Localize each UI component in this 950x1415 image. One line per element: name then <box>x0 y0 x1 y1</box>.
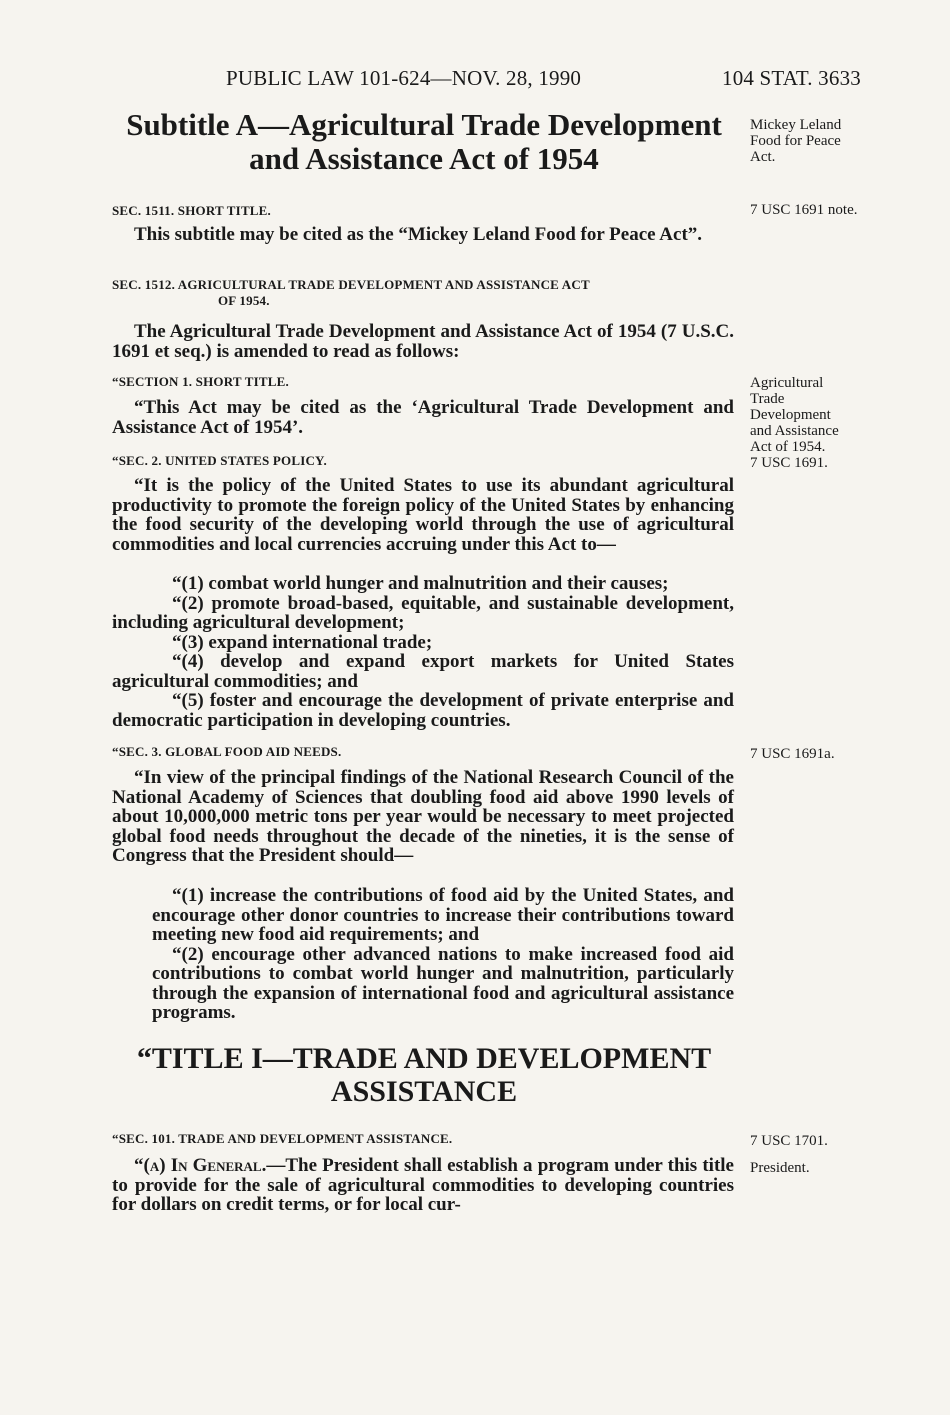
section-3-text: “In view of the principal findings of the National Research Council of the National Academy of Sciences that doubling food aid above 1990 levels of about 10,000,000 metric tons per year would be necessary to meet projected global food needs throughout the decade of the nineties, it is the sense of Congress that the President should— <box>112 767 734 866</box>
section-1-heading: “SECTION 1. SHORT TITLE. <box>112 374 289 389</box>
title-1-heading: “TITLE I—TRADE AND DEVELOPMENT ASSISTANCE <box>136 1042 712 1108</box>
sec-101-lead: “(a) In General. <box>134 1155 267 1176</box>
section-1-text: “This Act may be cited as the ‘Agricultural Trade Development and Assistance Act of 1954’. <box>112 397 734 438</box>
section-2-list <box>112 574 734 730</box>
running-header-stat: 104 STAT. 3633 <box>722 66 861 90</box>
margin-note-usc-1691-note: 7 USC 1691 note. <box>750 202 858 218</box>
list-item: “(5) foster and encourage the development of private enterprise and democratic participation in developing countries. <box>112 690 734 731</box>
section-3-heading: “SEC. 3. GLOBAL FOOD AID NEEDS. <box>112 744 342 759</box>
section-2-heading: “SEC. 2. UNITED STATES POLICY. <box>112 453 327 468</box>
sec-101-body: —The President shall establish a program under this title to provide for the sale of agricultural commodities to developing countries for dollars on credit terms, or for local cur- <box>112 1155 734 1215</box>
margin-note-usc-1701: 7 USC 1701. <box>750 1133 828 1149</box>
list-item: “(4) develop and expand export markets for United States agricultural commodities; and <box>112 651 734 692</box>
running-header-law: PUBLIC LAW 101-624—NOV. 28, 1990 <box>226 66 582 90</box>
list-item: “(2) promote broad-based, equitable, and sustainable development, including agricultural development; <box>112 592 734 633</box>
sec-1511-text: This subtitle may be cited as the “Mickey Leland Food for Peace Act”. <box>134 224 703 245</box>
sec-1512-heading: SEC. 1512. AGRICULTURAL TRADE DEVELOPMENT AND ASSISTANCE ACT OF 1954. <box>112 277 590 308</box>
margin-note-president: President. <box>750 1160 810 1176</box>
sec-101-text <box>112 1156 734 1215</box>
margin-note-usc-1691a: 7 USC 1691a. <box>750 746 835 762</box>
sec-101-heading: “SEC. 101. TRADE AND DEVELOPMENT ASSISTANCE. <box>112 1131 453 1146</box>
list-item: “(3) expand international trade; <box>172 631 433 653</box>
sec-1511-heading: SEC. 1511. SHORT TITLE. <box>112 203 272 218</box>
list-item: “(1) increase the contributions of food aid by the United States, and encourage other donor countries to increase their contributions toward meeting new food aid requirements; and <box>152 885 734 945</box>
margin-note-mickey-leland: Mickey Leland Food for Peace Act. <box>750 117 842 165</box>
subtitle-line-2: and Assistance Act of 1954 <box>249 141 599 176</box>
list-item: “(1) combat world hunger and malnutrition and their causes; <box>172 573 669 594</box>
subtitle-line-1: Subtitle A—Agricultural Trade Development <box>126 107 722 142</box>
list-item: “(2) encourage other advanced nations to make increased food aid contributions to combat world hunger and malnutrition, particularly through the expansion of international food and agricultural assistance programs. <box>152 943 734 1023</box>
subtitle-heading <box>112 108 736 176</box>
section-3-list <box>112 886 734 1023</box>
section-2-text: “It is the policy of the United States to use its abundant agricultural productivity to promote the foreign policy of the United States by enhancing the food security of the developing world through the use of agricultural commodities and local currencies accruing under this Act to— <box>112 475 734 555</box>
sec-1512-text: The Agricultural Trade Development and Assistance Act of 1954 (7 U.S.C. 1691 et seq.) is amended to read as follows: <box>112 321 734 362</box>
margin-note-agricultural-trade: Agricultural Trade Development and Assistance Act of 1954. 7 USC 1691. <box>750 375 839 471</box>
